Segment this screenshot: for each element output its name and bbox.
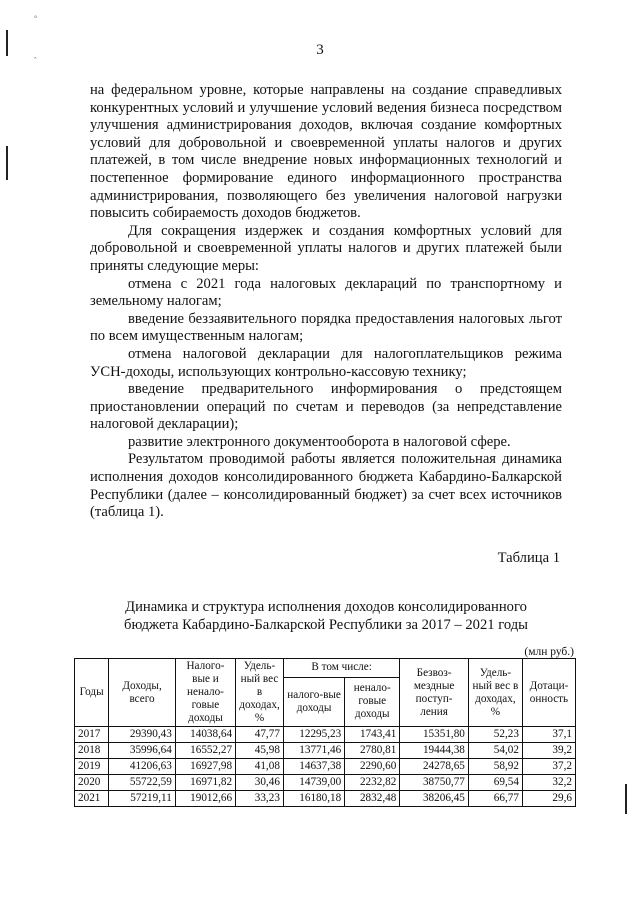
cell-value: 19444,38 <box>400 743 469 759</box>
cell-value: 29390,43 <box>109 727 176 743</box>
list-item: введение беззаявительного порядка предоставления налоговых льгот по всем имущественным налогам; <box>90 310 562 345</box>
cell-value: 39,2 <box>522 743 575 759</box>
cell-value: 52,23 <box>468 727 522 743</box>
table-row <box>75 791 576 807</box>
cell-value: 14637,38 <box>283 759 344 775</box>
table-row <box>75 743 576 759</box>
cell-value: 13771,46 <box>283 743 344 759</box>
table-units: (млн руб.) <box>524 646 574 658</box>
list-item: введение предварительного информирования о предстоящем приостановлении операций по счетам и переводов (за непредставление налоговой декларации); <box>90 381 562 433</box>
cell-value: 29,6 <box>522 791 575 807</box>
scan-margin-mark <box>625 784 627 814</box>
cell-value: 69,54 <box>468 775 522 791</box>
header-year: Годы <box>75 659 109 727</box>
cell-value: 16971,82 <box>175 775 235 791</box>
table-title-line: бюджета Кабардино-Балкарской Республики за 2017 – 2021 годы <box>124 617 528 633</box>
header-share: Удель-ный вес в доходах, % <box>236 659 284 727</box>
cell-value: 30,46 <box>236 775 284 791</box>
header-total: Доходы, всего <box>109 659 176 727</box>
cell-year: 2018 <box>75 743 109 759</box>
cell-value: 19012,66 <box>175 791 235 807</box>
paragraph: Для сокращения издержек и создания комфортных условий для добровольной и своевременной уплаты налогов и других платежей были приняты следующие меры: <box>90 222 562 274</box>
cell-value: 55722,59 <box>109 775 176 791</box>
cell-value: 16180,18 <box>283 791 344 807</box>
header-gratuitous: Безвоз-мездные поступ-ления <box>400 659 469 727</box>
header-share: Удель-ный вес в доходах, % <box>468 659 522 727</box>
scan-margin-mark <box>6 146 8 180</box>
cell-value: 66,77 <box>468 791 522 807</box>
cell-value: 45,98 <box>236 743 284 759</box>
paragraph: Результатом проводимой работы является положительная динамика исполнения доходов консолидированного бюджета Кабардино-Балкарской Республики (далее – консолидированный бюджет) за счет всех источников (таблица 1). <box>90 451 562 521</box>
cell-value: 41,08 <box>236 759 284 775</box>
cell-value: 2290,60 <box>345 759 400 775</box>
cell-year: 2020 <box>75 775 109 791</box>
list-item: развитие электронного документооборота в налоговой сфере. <box>128 433 511 450</box>
cell-year: 2017 <box>75 727 109 743</box>
cell-value: 41206,63 <box>109 759 176 775</box>
cell-value: 1743,41 <box>345 727 400 743</box>
cell-value: 2232,82 <box>345 775 400 791</box>
header-tax-nontax: Налого-вые и ненало-говые доходы <box>175 659 235 727</box>
table-row <box>75 759 576 775</box>
scan-speck: ˆ <box>34 56 37 65</box>
table-row <box>75 727 576 743</box>
table-label: Таблица 1 <box>497 550 560 566</box>
cell-value: 38750,77 <box>400 775 469 791</box>
body-text <box>90 82 562 522</box>
cell-value: 16552,27 <box>175 743 235 759</box>
header-nontax: ненало-говые доходы <box>345 677 400 726</box>
cell-value: 57219,11 <box>109 791 176 807</box>
cell-year: 2021 <box>75 791 109 807</box>
header-tax: налого-вые доходы <box>283 677 344 726</box>
cell-value: 58,92 <box>468 759 522 775</box>
cell-value: 37,1 <box>522 727 575 743</box>
cell-value: 16927,98 <box>175 759 235 775</box>
list-item: отмена налоговой декларации для налогоплательщиков режима УСН-доходы, использующих контрольно-кассовую технику; <box>90 345 562 380</box>
cell-value: 15351,80 <box>400 727 469 743</box>
table-title-line: Динамика и структура исполнения доходов консолидированного <box>125 599 527 615</box>
scan-speck: ° <box>34 14 38 23</box>
cell-value: 54,02 <box>468 743 522 759</box>
cell-year: 2019 <box>75 759 109 775</box>
cell-value: 32,2 <box>522 775 575 791</box>
cell-value: 47,77 <box>236 727 284 743</box>
header-group: В том числе: <box>283 659 399 678</box>
cell-value: 2832,48 <box>345 791 400 807</box>
cell-value: 12295,23 <box>283 727 344 743</box>
list-item: отмена с 2021 года налоговых деклараций по транспортному и земельному налогам; <box>90 275 562 310</box>
cell-value: 37,2 <box>522 759 575 775</box>
cell-value: 33,23 <box>236 791 284 807</box>
paragraph: на федеральном уровне, которые направлены на создание справедливых конкурентных условий и улучшение условий ведения бизнеса посредством улучшения администрирования доходов, включая создание комфортных условий для добровольной и своевременной уплаты налогов и других платежей, в том числе внедрение новых информационных технологий и постепенное формирование единого информационного пространства администрирования, позволяющего без увеличения налоговой нагрузки повысить собираемость доходов бюджетов. <box>90 82 562 222</box>
revenue-table <box>74 658 576 807</box>
cell-value: 14739,00 <box>283 775 344 791</box>
cell-value: 14038,64 <box>175 727 235 743</box>
header-subsidy: Дотаци-онность <box>522 659 575 727</box>
cell-value: 38206,45 <box>400 791 469 807</box>
cell-value: 35996,64 <box>109 743 176 759</box>
cell-value: 2780,81 <box>345 743 400 759</box>
table-row <box>75 775 576 791</box>
table-title <box>90 598 562 634</box>
cell-value: 24278,65 <box>400 759 469 775</box>
page-number: 3 <box>316 42 324 58</box>
